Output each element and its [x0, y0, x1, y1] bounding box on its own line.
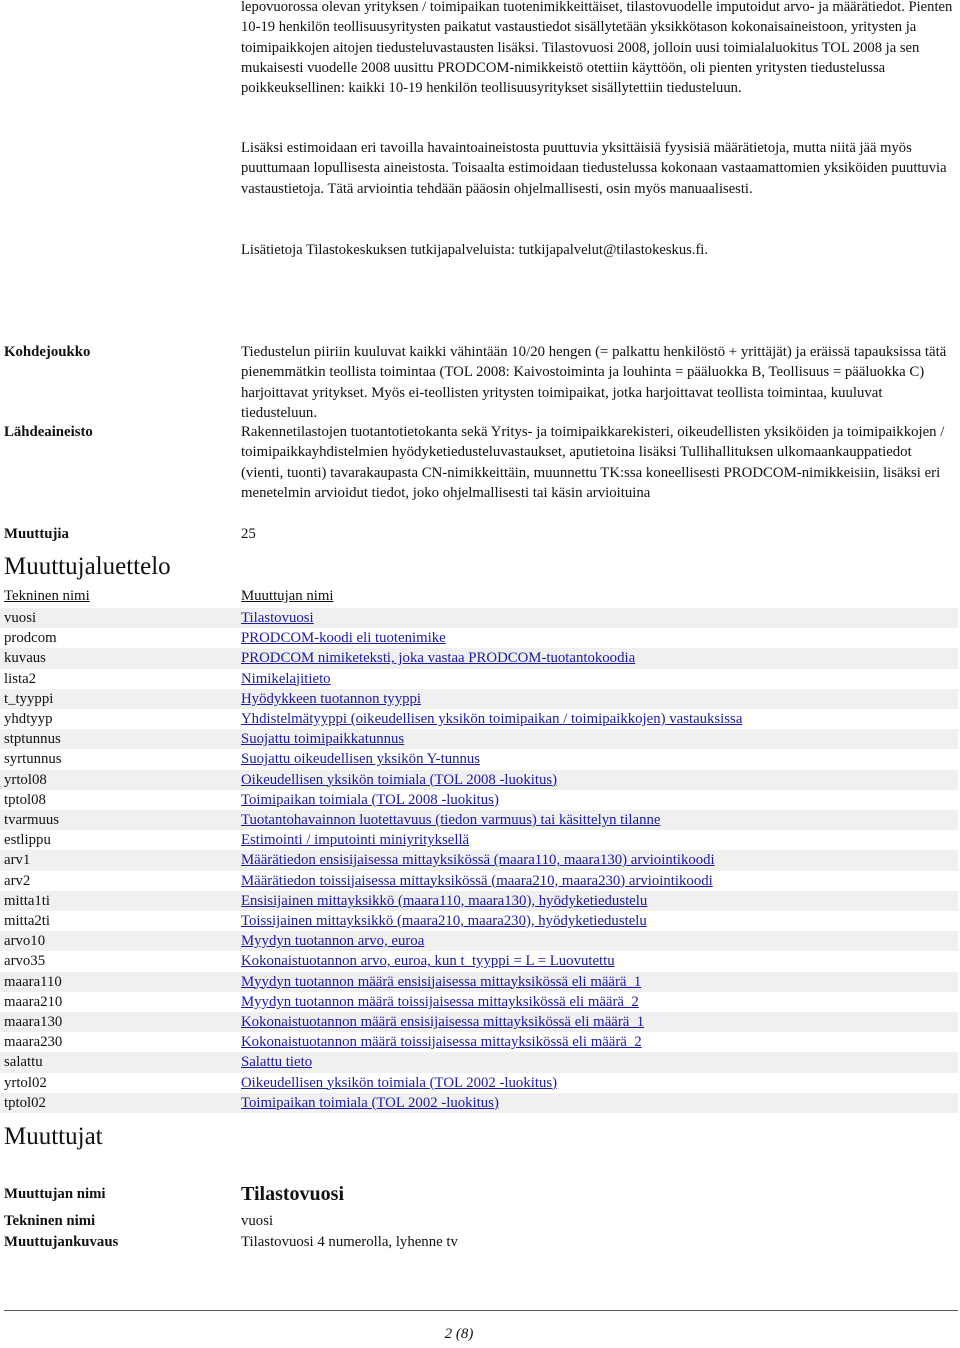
technical-name: mitta1ti	[4, 892, 51, 909]
list-item	[0, 871, 958, 891]
page-number: 2 (8)	[444, 1326, 474, 1342]
technical-name: vuosi	[4, 610, 37, 626]
list-item	[0, 669, 958, 689]
footer-divider	[4, 1310, 958, 1311]
list-item	[0, 972, 958, 992]
list-item	[0, 689, 958, 709]
list-item	[0, 608, 958, 628]
intro-paragraph-1: lepovuorossa olevan yrityksen / toimipaikan tuotenimikkeittäiset, tilastovuodelle imputoidut arvo- ja määrätiedot. Pienten 10-19 henkilön teollisuusyritysten paikatut vastaustiedot sisällytetään yksikkötason kokonaisaineistoon, yritysten ja toimipaikkojen aitojen tiedusteluvastausten lisäksi. Tilastovuosi 2008, jolloin uusi toimialaluokitus TOL 2008 ja sen mukaisesti vuodelle 2008 uusittu PRODCOM-nimikkeistö otettiin käyttöön, oli pienten yritysten tiedustelussa poikkeuksellinen: kaikki 10-19 henkilön teollisuusyritykset sisällytettiin tiedusteluun.	[241, 0, 953, 97]
variable-name-link[interactable]: Suojattu oikeudellisen yksikön Y-tunnus	[241, 751, 481, 768]
lahdeaineisto-text: Rakennetilastojen tuotantotietokanta sekä Yritys- ja toimipaikkarekisteri, oikeudellisten yksiköiden ja toimipaikkojen / toimipaikkayhdistelmien hyödyketiedusteluvastaukset, aputietoina lisäksi Tullihallituksen ulkomaankauppatiedot (vienti, tuonti) tavarakaupasta CN-nimikkeittäin, muunnettu TK:ssa koneellisesti PRODCOM-nimikkeisiin, lisäksi eri menetelmin arvioidut tiedot, joko ohjelmallisesti tai käsin arvioituina	[241, 424, 945, 501]
list-item	[0, 911, 958, 931]
variable-name-link[interactable]: Myydyn tuotannon arvo, euroa	[241, 933, 425, 950]
muuttujat-heading: Muuttujat	[4, 1123, 103, 1150]
tekninen-nimi-label: Tekninen nimi	[4, 1213, 96, 1229]
technical-name: maara210	[4, 993, 63, 1010]
intro-paragraph-2: Lisäksi estimoidaan eri tavoilla havaintoaineistosta puuttuvia yksittäisiä fyysisiä määrätietoja, mutta niitä jää myös puuttumaan lopullisesta aineistosta. Toisaalta estimoidaan tiedustelussa kokonaan vastaamattomien yksiköiden puuttuvia vastaustietoja. Tätä arviointia tehdään pääosin ohjelmallisesti, osin myös manuaalisesti.	[241, 140, 947, 197]
variable-name-link[interactable]: Toimipaikan toimiala (TOL 2002 -luokitus)	[241, 1094, 499, 1111]
tekninen-nimi-value: vuosi	[241, 1213, 274, 1229]
column-header-muuttujan-nimi: Muuttujan nimi	[241, 588, 334, 604]
variable-name-link[interactable]: Tilastovuosi	[241, 610, 314, 626]
technical-name: maara230	[4, 1034, 63, 1051]
variable-name-link[interactable]: PRODCOM-koodi eli tuotenimike	[241, 630, 446, 647]
technical-name: arv2	[4, 872, 31, 889]
technical-name: prodcom	[4, 630, 57, 647]
column-header-tekninen-nimi: Tekninen nimi	[4, 588, 90, 604]
kohdejoukko-label: Kohdejoukko	[4, 344, 91, 360]
variable-name-link[interactable]: Hyödykkeen tuotannon tyyppi	[241, 690, 422, 707]
list-item	[0, 1032, 958, 1052]
variable-name-link[interactable]: Tuotantohavainnon luotettavuus (tiedon varmuus) tai käsittelyn tilanne	[241, 812, 661, 828]
technical-name: estlippu	[4, 832, 51, 849]
list-item	[0, 709, 958, 729]
technical-name: syrtunnus	[4, 751, 62, 768]
list-item	[0, 648, 958, 668]
variable-name-link[interactable]: Kokonaistuotannon arvo, euroa, kun t_tyyppi = L = Luovutettu	[241, 953, 615, 970]
list-item	[0, 951, 958, 971]
technical-name: salattu	[4, 1054, 43, 1071]
technical-name: tptol02	[4, 1094, 46, 1111]
variable-name-link[interactable]: Ensisijainen mittayksikkö (maara110, maara130), hyödyketiedustelu	[241, 892, 648, 909]
technical-name: tptol08	[4, 791, 46, 808]
technical-name: maara110	[4, 973, 62, 990]
muuttujaluettelo-heading: Muuttujaluettelo	[4, 553, 171, 580]
variable-name-link[interactable]: Toissijainen mittayksikkö (maara210, maara230), hyödyketiedustelu	[241, 913, 647, 929]
variable-name-link[interactable]: Myydyn tuotannon määrä ensisijaisessa mittayksikössä eli määrä_1	[241, 973, 642, 990]
variable-name-link[interactable]: Määrätiedon ensisijaisessa mittayksikössä (maara110, maara130) arviointikoodi	[241, 852, 715, 869]
list-item	[0, 850, 958, 870]
variable-name-link[interactable]: Myydyn tuotannon määrä toissijaisessa mittayksikössä eli määrä_2	[241, 993, 639, 1010]
list-item	[0, 628, 958, 648]
list-item	[0, 1052, 958, 1072]
list-item	[0, 992, 958, 1012]
variable-name-link[interactable]: Oikeudellisen yksikön toimiala (TOL 2008 -luokitus)	[241, 771, 558, 788]
muuttujia-label: Muuttujia	[4, 526, 69, 542]
variable-name-link[interactable]: Toimipaikan toimiala (TOL 2008 -luokitus)	[241, 791, 499, 808]
variable-name-link[interactable]: Nimikelajitieto	[241, 670, 331, 687]
technical-name: yrtol02	[4, 1074, 47, 1091]
technical-name: stptunnus	[4, 731, 61, 748]
technical-name: t_tyyppi	[4, 690, 54, 707]
variable-name-link[interactable]: Estimointi / imputointi miniyrityksellä	[241, 832, 470, 849]
variable-name-link[interactable]: Määrätiedon toissijaisessa mittayksikössä (maara210, maara230) arviointikoodi	[241, 872, 713, 889]
technical-name: tvarmuus	[4, 812, 60, 828]
variable-name-link[interactable]: Kokonaistuotannon määrä ensisijaisessa mittayksikössä eli määrä_1	[241, 1014, 645, 1030]
variable-name-link[interactable]: Suojattu toimipaikkatunnus	[241, 731, 405, 748]
technical-name: arv1	[4, 852, 31, 869]
muuttujankuvaus-value: Tilastovuosi 4 numerolla, lyhenne tv	[241, 1234, 458, 1250]
technical-name: mitta2ti	[4, 913, 51, 929]
technical-name: yrtol08	[4, 771, 47, 788]
intro-paragraph-3: Lisätietoja Tilastokeskuksen tutkijapalveluista: tutkijapalvelut@tilastokeskus.fi.	[241, 242, 709, 258]
variable-name-link[interactable]: Salattu tieto	[241, 1054, 313, 1071]
variable-name-link[interactable]: PRODCOM nimiketeksti, joka vastaa PRODCOM-tuotantokoodia	[241, 650, 636, 667]
technical-name: kuvaus	[4, 650, 46, 667]
list-item	[0, 729, 958, 749]
list-item	[0, 891, 958, 911]
technical-name: arvo35	[4, 953, 46, 970]
list-item	[0, 1093, 958, 1113]
variable-name-link[interactable]: Yhdistelmätyyppi (oikeudellisen yksikön toimipaikan / toimipaikkojen) vastauksissa	[241, 711, 743, 727]
list-item	[0, 749, 958, 769]
technical-name: arvo10	[4, 933, 46, 950]
list-item	[0, 810, 958, 830]
list-item	[0, 1012, 958, 1032]
list-item	[0, 790, 958, 810]
kohdejoukko-text: Tiedustelun piiriin kuuluvat kaikki vähintään 10/20 hengen (= palkattu henkilöstö + yrittäjät) ja eräissä tapauksissa tätä pienemmätkin teollista toimintaa (TOL 2008: Kaivostoiminta ja louhinta = pääluokka B, Teollisuus = pääluokka C) harjoittavat yritykset. Myös ei-teollisten yritysten toimipaikat, jotka harjoittavat teollista toimintaa, kuuluvat tiedusteluun.	[241, 344, 947, 421]
variable-name-link[interactable]: Kokonaistuotannon määrä toissijaisessa mittayksikössä eli määrä_2	[241, 1034, 642, 1051]
technical-name: yhdtyyp	[4, 711, 53, 727]
list-item	[0, 770, 958, 790]
technical-name: lista2	[4, 670, 37, 687]
muuttujia-count: 25	[241, 526, 256, 542]
list-item	[0, 1073, 958, 1093]
variable-title: Tilastovuosi	[241, 1183, 344, 1205]
lahdeaineisto-label: Lähdeaineisto	[4, 424, 93, 440]
technical-name: maara130	[4, 1014, 63, 1030]
muuttujan-nimi-label: Muuttujan nimi	[4, 1186, 106, 1202]
list-item	[0, 931, 958, 951]
muuttujankuvaus-label: Muuttujankuvaus	[4, 1234, 119, 1250]
list-item	[0, 830, 958, 850]
variable-name-link[interactable]: Oikeudellisen yksikön toimiala (TOL 2002 -luokitus)	[241, 1074, 558, 1091]
